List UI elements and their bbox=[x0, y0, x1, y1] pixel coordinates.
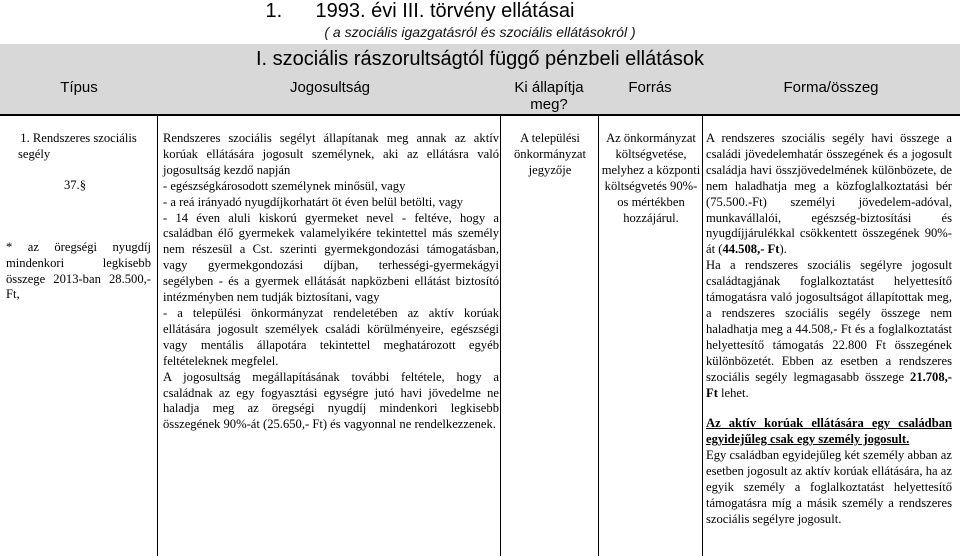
column-header-forras: Forrás bbox=[628, 79, 672, 96]
type-cell bbox=[6, 131, 151, 303]
column-header-forma: Forma/összeg bbox=[783, 79, 879, 96]
eligibility-item: - 14 éven aluli kiskorú gyermeket nevel - feltéve, hogy a családban élő gyermekek valamelyikére tekintettel más személy nem részesül a Cst. szerinti gyermekgondozási támogatásban, vagy gyermekgondozási díjban, terhességi-gyermekágyi segélyben - és a gyermek ellátását napközbeni ellátást biztosító intézményben nem tudják biztosítani, vagy bbox=[163, 210, 499, 305]
column-header-ki-line2: meg? bbox=[530, 96, 568, 113]
column-header-ki-line1: Ki állapítja bbox=[514, 79, 584, 96]
eligibility-cell bbox=[163, 131, 499, 433]
column-header-jogosultsag: Jogosultság bbox=[289, 79, 371, 96]
eligibility-extra: A jogosultság megállapításának további feltétele, hogy a családnak az egy fogyasztási egységre jutó havi jövedelme ne haladja meg az öregségi nyugdíj mindenkori legkisebb összegének 90%-át (25.650,- Ft) és vagyonnal ne rendelkezzenek. bbox=[163, 369, 499, 432]
section-heading: I. szociális rászorultságtól függő pénzbeli ellátások bbox=[0, 44, 960, 74]
eligibility-intro: Rendszeres szociális segélyt állapítanak meg annak az aktív korúak ellátására jogosult személynek, aki az ellátásra való jogosultság kezdő napján bbox=[163, 131, 499, 177]
amount-paragraph-3-heading: Az aktív korúak ellátására egy családban egyidejűleg csak egy személy jogosult. bbox=[706, 416, 952, 447]
type-name-line1: 1. Rendszeres szociális bbox=[20, 131, 137, 145]
who-cell: A települési önkormányzat jegyzője bbox=[513, 131, 587, 177]
eligibility-item: - a települési önkormányzat rendeletében az aktív korúak ellátására jogosult személyek családi körülményeire, egészségi vagy mentális állapotára tekintettel meghatározott egyéb feltételeknek megfelel. bbox=[163, 305, 499, 368]
document-title-text: 1993. évi III. törvény ellátásai bbox=[315, 0, 575, 22]
document-subtitle: ( a szociális igazgatásról és szociális ellátásokról ) bbox=[324, 24, 636, 40]
amount-paragraph-1 bbox=[706, 131, 952, 258]
type-note: * az öregségi nyugdíj mindenkori legkisebb összege 2013-ban 28.500,- Ft, bbox=[6, 239, 151, 302]
document-number: 1. bbox=[265, 0, 283, 22]
amount-cell bbox=[706, 131, 952, 528]
eligibility-item: - a reá irányadó nyugdíjkorhatárt öt éven belül betölti, vagy bbox=[163, 194, 464, 209]
column-header-row bbox=[0, 74, 960, 116]
amount-p1-value: 44.508,- Ft bbox=[722, 242, 780, 257]
column-divider bbox=[702, 116, 703, 556]
amount-p2-value: 21.708,- Ft bbox=[706, 369, 952, 400]
eligibility-item: - egészségkárosodott személynek minősül, vagy bbox=[163, 178, 406, 193]
source-cell: Az önkormányzat költségvetése, melyhez a központi költségvetés 90%-os mértékben hozzájárul. bbox=[601, 131, 701, 225]
amount-p2-end: lehet. bbox=[717, 385, 749, 400]
amount-p2-text: Ha a rendszeres szociális segélyre jogosult családtagjának foglalkoztatást helyettesítő támogatásra való jogosultságot állapítottak meg, a rendszeres szociális segély összege nem haladhatja meg a 44.508,- Ft és a foglalkoztatást helyettesítő támogatás 22.800 Ft összegének különbözetét. Ebben az esetben a rendszeres szociális segély legmagasabb összege bbox=[706, 258, 952, 384]
amount-paragraph-3-body: Egy családban egyidejűleg két személy abban az esetben jogosult az aktív korúak ellátására, ha az egyik személy a foglalkoztatást helyettesítő támogatásra míg a másik személy a rendszeres szociális segélyre jogosult. bbox=[706, 448, 952, 526]
amount-paragraph-2 bbox=[706, 258, 952, 401]
document-title bbox=[0, 0, 900, 23]
column-divider bbox=[500, 116, 501, 556]
type-paragraph: 37.§ bbox=[63, 177, 86, 192]
column-header-tipus: Típus bbox=[60, 79, 98, 96]
type-name-line2: segély bbox=[18, 146, 51, 161]
amount-p1-end: ). bbox=[779, 242, 787, 257]
column-divider bbox=[157, 116, 158, 556]
amount-p1-text: A rendszeres szociális segély havi összege a családi jövedelemhatár összegének és a jogosult családja havi összjövedelmének különbözete, de nem haladhatja meg a közfoglalkoztatási bér (75.500.-Ft) személyi jövedelem-adóval, munkavállalói, egészség-biztosítási és nyugdíjjárulékkal csökkentett összegének 90%-át ( bbox=[706, 131, 952, 257]
column-divider bbox=[598, 116, 599, 556]
column-header-ki bbox=[500, 79, 598, 113]
